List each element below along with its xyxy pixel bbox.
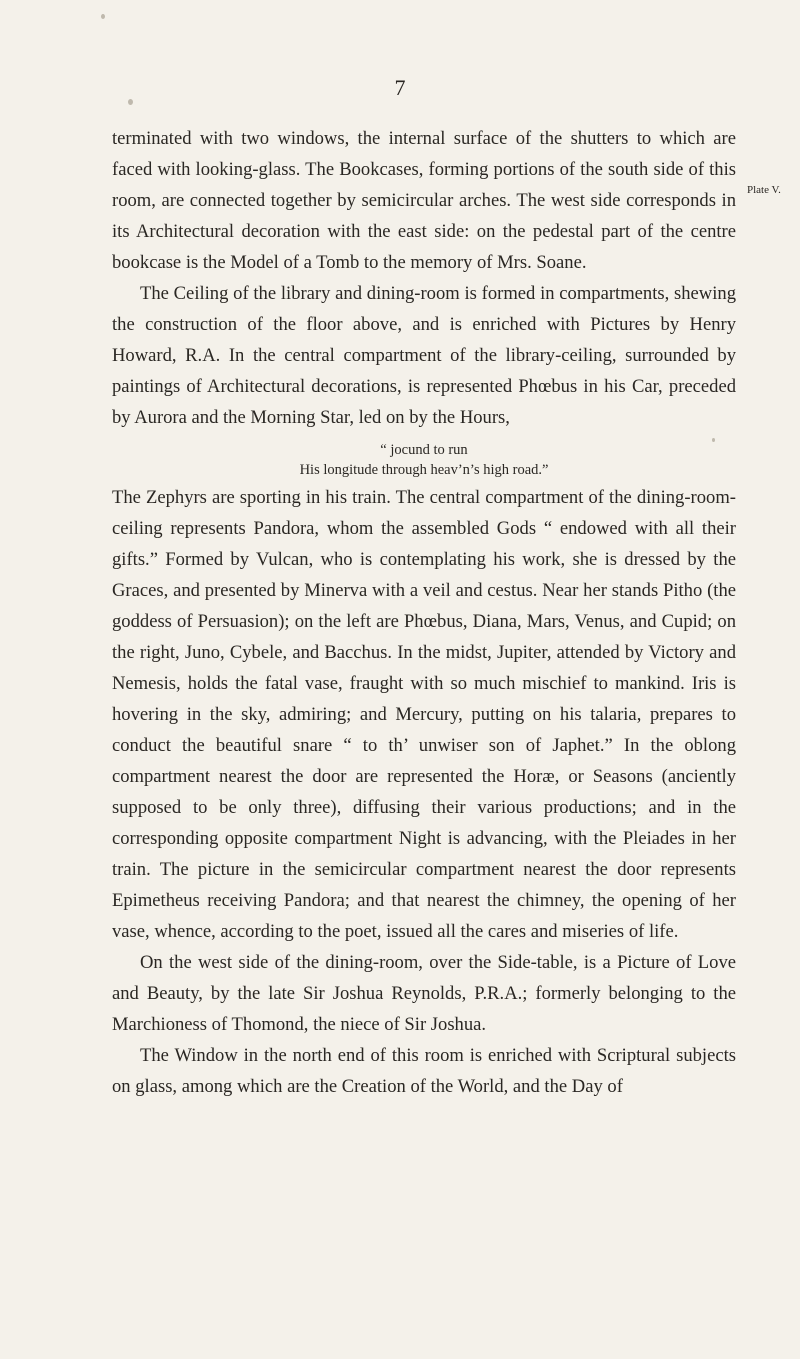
paragraph-ceiling: The Ceiling of the library and dining-room is formed in compartments, shewing the construction of the floor above, and is enriched with Pictures by Henry Howard, R.A. In the central compartment of the library-ceiling, surrounded by paintings of Architectural decorations, is represented Phœbus in his Car, preceded by Aurora and the Morning Star, led on by the Hours, xyxy=(112,283,736,428)
paragraph-window: The Window in the north end of this room is enriched with Scriptural subjects on glass, among which are the Creation of the World, and the Day of xyxy=(112,1045,736,1097)
paragraph-bookcases: terminated with two windows, the internal surface of the shutters to which are faced with looking-glass. The Bookcases, forming portions of the south side of this room, are connected together by semicircular arches. The west side corresponds in its Architectural decoration with the east side: on the pedestal part of the centre bookcase is the Model of a Tomb to the memory of Mrs. Soane. xyxy=(112,128,736,273)
verse-line: His longitude through heav’n’s high road.” xyxy=(299,461,549,478)
paragraph-pandora: The Zephyrs are sporting in his train. The central compartment of the dining-room-ceiling represents Pandora, whom the assembled Gods “ endowed with all their gifts.” Formed by Vulcan, who is contemplating his work, she is dressed by the Graces, and presented by Minerva with a veil and cestus. Near her stands Pitho (the goddess of Persuasion); on the left are Phœbus, Diana, Mars, Venus, and Cupid; on the right, Juno, Cybele, and Bacchus. In the midst, Jupiter, attended by Victory and Nemesis, holds the fatal vase, fraught with so much mischief to mankind. Iris is hovering in the sky, admiring; and Mercury, putting on his talaria, prepares to conduct the beautiful snare “ to th’ unwiser son of Japhet.” In the oblong compartment nearest the door are represented the Horæ, or Seasons (anciently supposed to be only three), diffusing their various productions; and in the corresponding opposite compartment Night is advancing, with the Pleiades in her train. The picture in the semicircular compartment nearest the door represents Epimetheus receiving Pandora; and that nearest the chimney, the opening of her vase, whence, according to the poet, issued all the cares and miseries of life. xyxy=(112,487,736,942)
paper-speck xyxy=(101,14,105,19)
verse-line: “ jocund to run xyxy=(380,442,468,458)
verse-quotation xyxy=(112,441,736,480)
page-number: 7 xyxy=(394,75,406,100)
plate-reference-note: Plate V. xyxy=(747,184,781,196)
paragraph-love-and-beauty: On the west side of the dining-room, over the Side-table, is a Picture of Love and Beauty, by the late Sir Joshua Reynolds, P.R.A.; formerly belonging to the Marchioness of Thomond, the niece of Sir Joshua. xyxy=(112,952,736,1035)
body-text xyxy=(112,123,736,1102)
